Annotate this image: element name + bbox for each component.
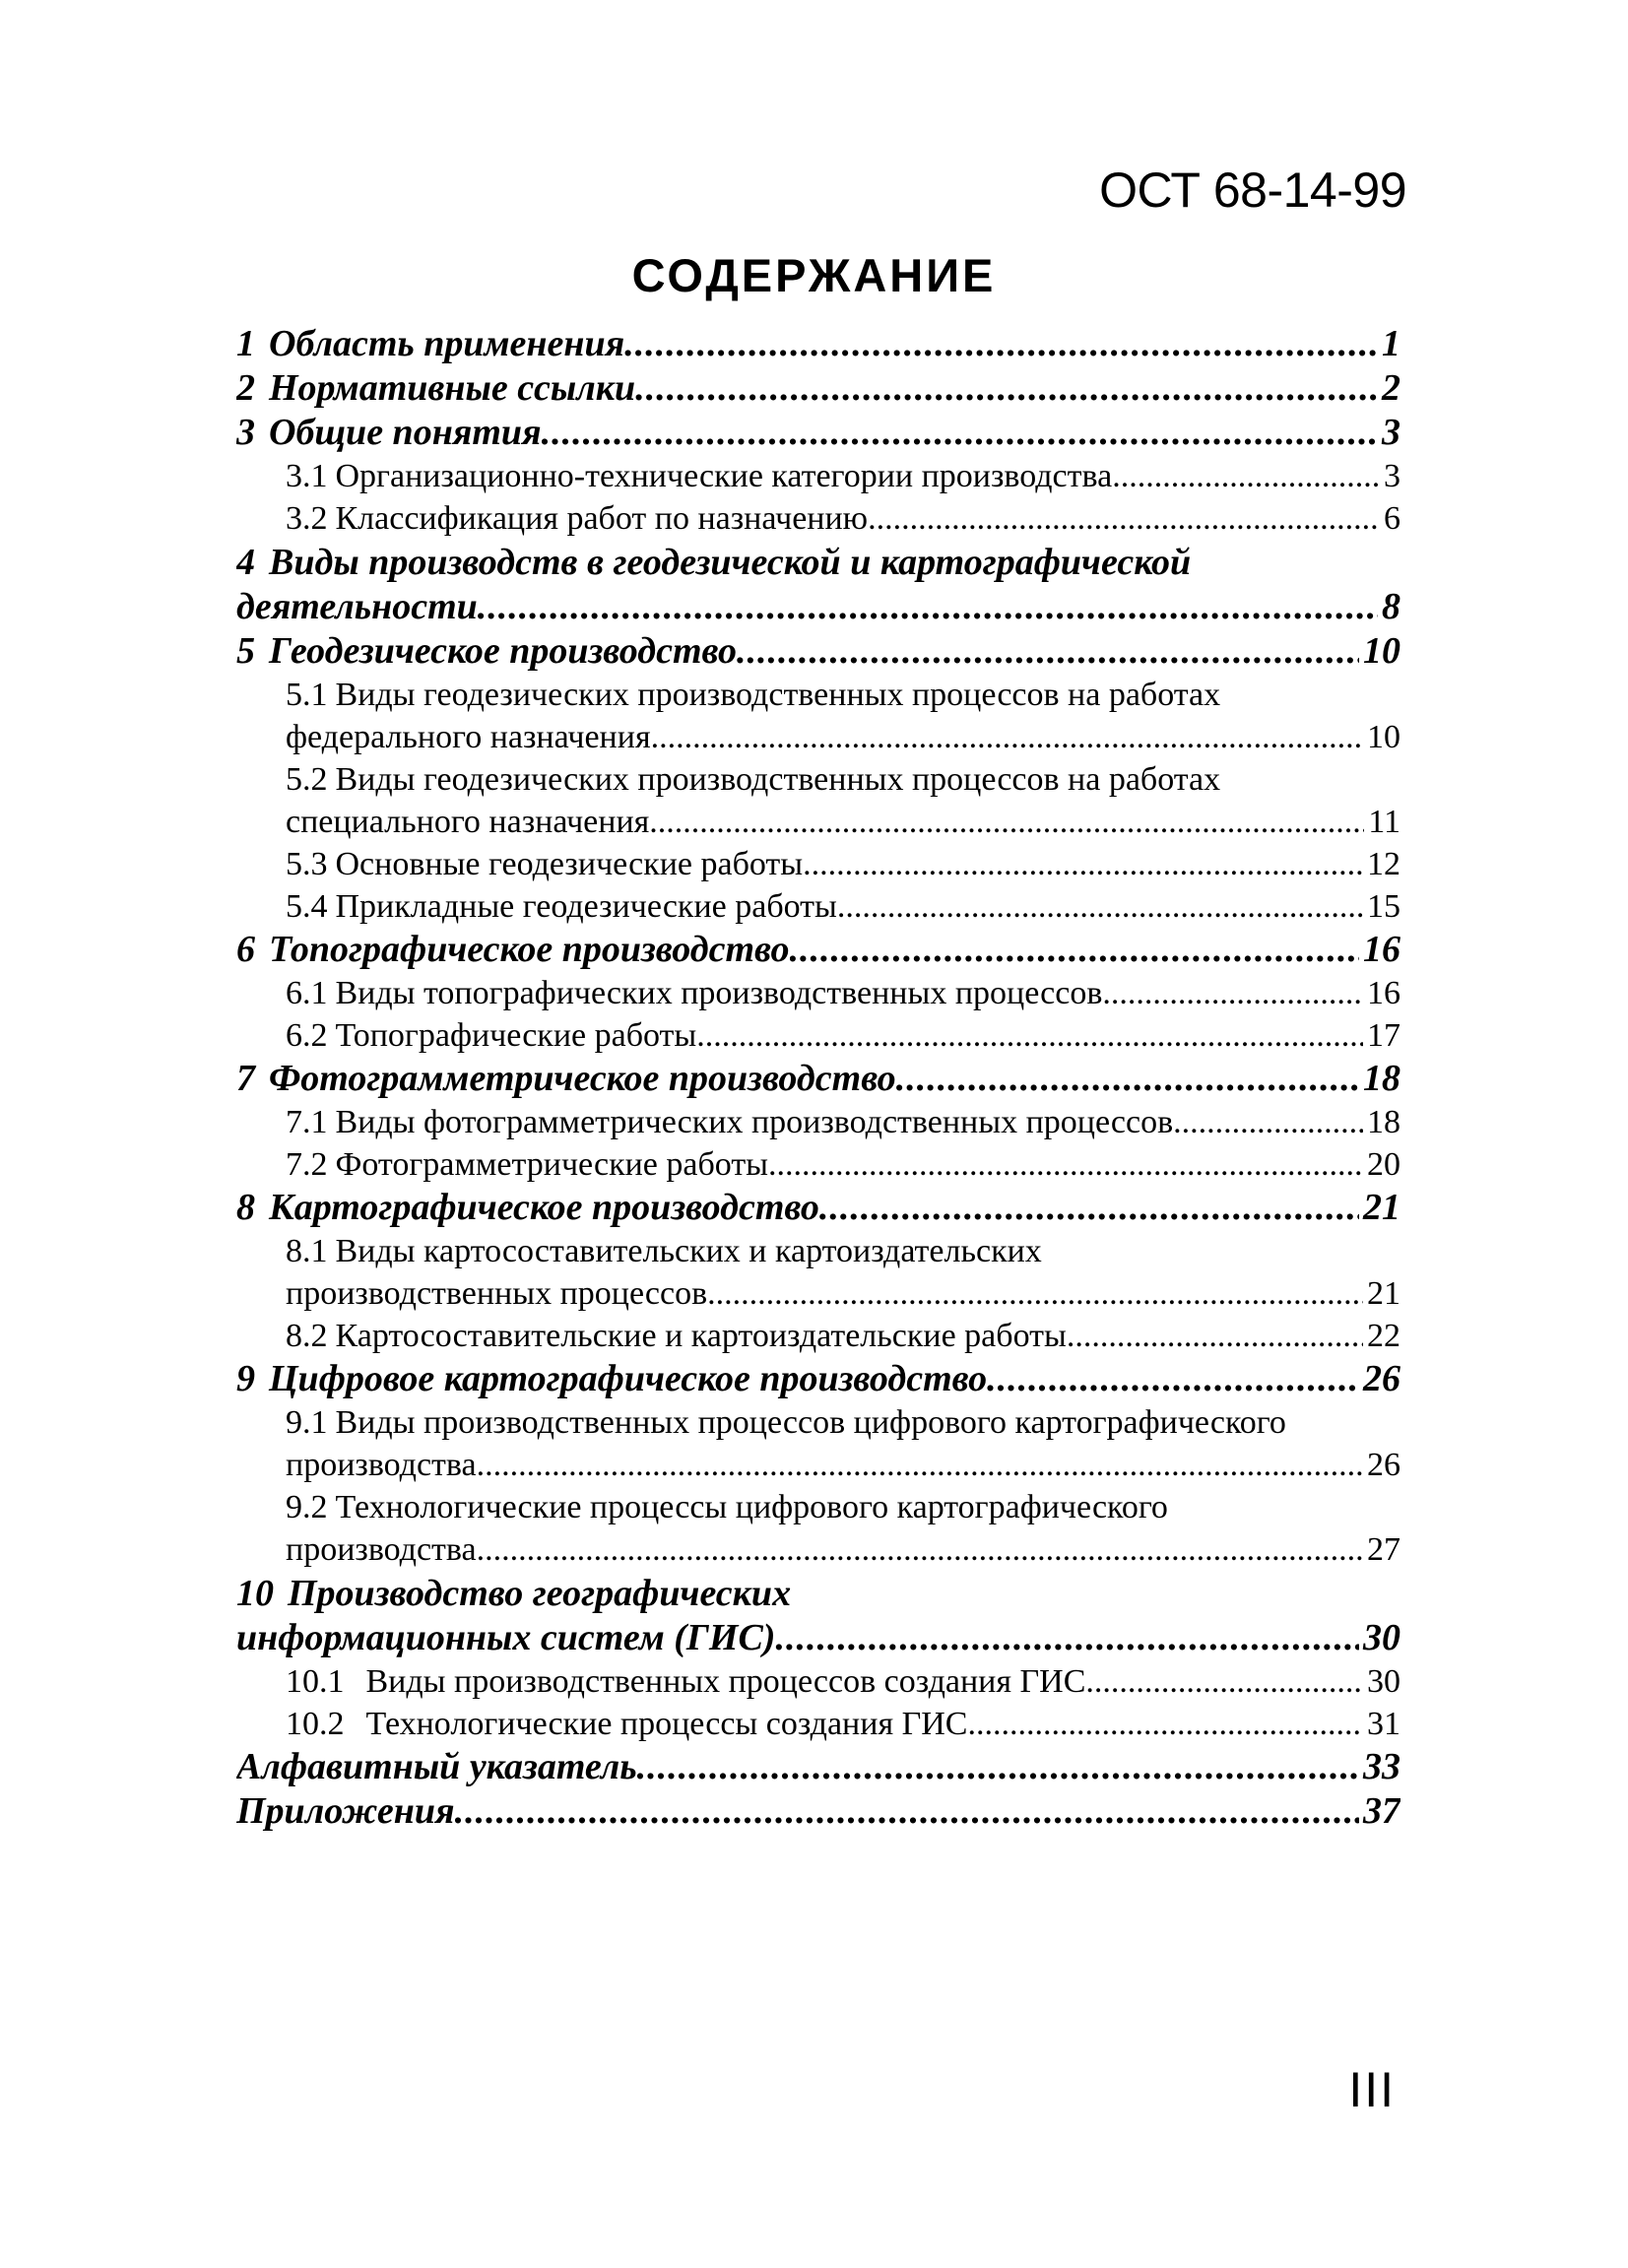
dot-leader xyxy=(868,497,1380,540)
toc-entry-page: 6 xyxy=(1384,500,1400,537)
toc-entry-page: 3 xyxy=(1384,458,1400,494)
toc-entry-8-2[interactable] xyxy=(236,1315,1400,1357)
dot-leader xyxy=(637,1745,1359,1789)
toc-entry-8[interactable] xyxy=(236,1186,1400,1230)
toc-entry-5-1[interactable] xyxy=(236,674,1400,758)
toc-entry-10[interactable] xyxy=(236,1571,1400,1660)
toc-entry-5[interactable] xyxy=(236,629,1400,674)
toc-entry-page: 22 xyxy=(1367,1318,1400,1354)
toc-entry-title: Прикладные геодезические работы xyxy=(335,888,837,925)
toc-entry-page: 17 xyxy=(1367,1017,1400,1054)
toc-entry-title: Виды производственных процессов создания ГИС xyxy=(365,1663,1086,1700)
toc-entry-title: Общие понятия xyxy=(269,412,542,453)
toc-entry-appendices[interactable] xyxy=(236,1789,1400,1834)
dot-leader xyxy=(967,1703,1363,1745)
toc-entry-number: 4 xyxy=(236,542,255,583)
toc-entry-7-1[interactable] xyxy=(236,1101,1400,1143)
dot-leader xyxy=(696,1014,1363,1057)
toc-entry-number: 5.4 xyxy=(286,888,328,925)
toc-entry-title: Нормативные ссылки xyxy=(269,367,636,409)
toc-entry-title: Топографическое производство xyxy=(269,929,790,970)
toc-entry-title: Фотограмметрические работы xyxy=(335,1146,769,1183)
toc-entry-10-1[interactable] xyxy=(236,1660,1400,1703)
dot-leader xyxy=(1102,972,1363,1014)
dot-leader xyxy=(455,1789,1359,1834)
toc-entry-number: 8 xyxy=(236,1187,255,1228)
dot-leader xyxy=(651,716,1363,758)
dot-leader xyxy=(768,1143,1363,1186)
toc-entry-number: 5.2 xyxy=(286,761,328,798)
toc-entry-5-3[interactable] xyxy=(236,843,1400,885)
toc-entry-page: 2 xyxy=(1382,367,1400,409)
page-number: III xyxy=(1348,2062,1396,2117)
toc-entry-6-2[interactable] xyxy=(236,1014,1400,1057)
toc-entry-title: Область применения xyxy=(269,323,625,364)
toc-entry-number: 10 xyxy=(236,1573,274,1614)
toc-entry-page: 18 xyxy=(1363,1058,1400,1099)
toc-entry-title: Классификация работ по назначению xyxy=(335,500,869,537)
toc-entry-9[interactable] xyxy=(236,1357,1400,1401)
toc-entry-9-2[interactable] xyxy=(236,1486,1400,1571)
dot-leader xyxy=(819,1186,1359,1230)
toc-entry-page: 21 xyxy=(1367,1275,1400,1312)
toc-entry-number: 1 xyxy=(236,323,255,364)
toc-entry-page: 15 xyxy=(1367,888,1400,925)
toc-entry-number: 3.2 xyxy=(286,500,328,537)
toc-entry-title-line1: Виды производственных процессов цифрового картографического xyxy=(335,1404,1286,1441)
toc-entry-page: 31 xyxy=(1367,1706,1400,1742)
toc-entry-4[interactable] xyxy=(236,540,1400,629)
table-of-contents xyxy=(236,322,1400,1834)
toc-entry-title-line1: Виды геодезических производственных процессов на работах xyxy=(335,761,1221,798)
dot-leader xyxy=(1112,455,1380,497)
dot-leader xyxy=(477,1444,1363,1486)
toc-entry-number: 10.2 xyxy=(286,1706,345,1742)
toc-entry-page: 16 xyxy=(1363,929,1400,970)
toc-entry-title-line1: Технологические процессы цифрового картографического xyxy=(335,1489,1168,1525)
toc-entry-number: 6 xyxy=(236,929,255,970)
document-code: ОСТ 68-14-99 xyxy=(1099,162,1406,218)
toc-entry-title: Организационно-технические категории производства xyxy=(335,458,1113,494)
dot-leader xyxy=(649,801,1364,843)
toc-entry-10-2[interactable] xyxy=(236,1703,1400,1745)
dot-leader xyxy=(987,1357,1359,1401)
toc-entry-7-2[interactable] xyxy=(236,1143,1400,1186)
toc-entry-number: 8.1 xyxy=(286,1233,328,1269)
toc-entry-number: 10.1 xyxy=(286,1663,345,1700)
toc-entry-title: Картографическое производство xyxy=(269,1187,819,1228)
toc-entry-page: 10 xyxy=(1363,630,1400,672)
toc-entry-page: 8 xyxy=(1382,586,1400,627)
toc-entry-3-2[interactable] xyxy=(236,497,1400,540)
toc-entry-title: Приложения xyxy=(236,1790,455,1832)
toc-entry-page: 37 xyxy=(1363,1790,1400,1832)
dot-leader xyxy=(635,366,1378,411)
toc-entry-title: Цифровое картографическое производство xyxy=(269,1358,988,1399)
toc-entry-3-1[interactable] xyxy=(236,455,1400,497)
toc-entry-page: 10 xyxy=(1367,719,1400,755)
dot-leader xyxy=(775,1616,1359,1660)
toc-entry-alphabetical-index[interactable] xyxy=(236,1745,1400,1789)
toc-entry-title: Картосоставительские и картоиздательские работы xyxy=(335,1318,1067,1354)
toc-entry-9-1[interactable] xyxy=(236,1401,1400,1486)
toc-entry-number: 9.1 xyxy=(286,1404,328,1441)
toc-entry-page: 18 xyxy=(1367,1104,1400,1140)
toc-title: СОДЕРЖАНИЕ xyxy=(631,249,997,301)
toc-entry-number: 3 xyxy=(236,412,255,453)
toc-entry-number: 5 xyxy=(236,630,255,672)
toc-entry-page: 26 xyxy=(1363,1358,1400,1399)
dot-leader xyxy=(790,928,1359,972)
toc-entry-title-line2: специального назначения xyxy=(286,804,650,840)
toc-entry-1[interactable] xyxy=(236,322,1400,366)
toc-entry-number: 2 xyxy=(236,367,255,409)
toc-entry-7[interactable] xyxy=(236,1057,1400,1101)
toc-entry-page: 12 xyxy=(1367,846,1400,882)
toc-entry-6-1[interactable] xyxy=(236,972,1400,1014)
toc-entry-title-line2: производства xyxy=(286,1447,477,1483)
dot-leader xyxy=(707,1272,1363,1315)
toc-entry-title: Топографические работы xyxy=(335,1017,697,1054)
dot-leader xyxy=(1085,1660,1363,1703)
toc-entry-page: 27 xyxy=(1367,1531,1400,1568)
toc-entry-number: 7.2 xyxy=(286,1146,328,1183)
toc-entry-page: 21 xyxy=(1363,1187,1400,1228)
toc-entry-title-line1: Виды геодезических производственных процессов на работах xyxy=(335,677,1221,713)
toc-entry-page: 20 xyxy=(1367,1146,1400,1183)
toc-entry-number: 9.2 xyxy=(286,1489,328,1525)
dot-leader xyxy=(1067,1315,1363,1357)
toc-entry-page: 26 xyxy=(1367,1447,1400,1483)
toc-entry-title: Технологические процессы создания ГИС xyxy=(365,1706,968,1742)
toc-entry-title-line1: Производство географических xyxy=(288,1573,792,1614)
toc-entry-title-line2: деятельности xyxy=(236,586,478,627)
toc-entry-title: Основные геодезические работы xyxy=(335,846,804,882)
toc-entry-number: 5.3 xyxy=(286,846,328,882)
toc-entry-number: 8.2 xyxy=(286,1318,328,1354)
dot-leader xyxy=(803,843,1363,885)
toc-entry-title-line2: производства xyxy=(286,1531,477,1568)
toc-entry-3[interactable] xyxy=(236,411,1400,455)
toc-entry-number: 9 xyxy=(236,1358,255,1399)
toc-entry-number: 6.1 xyxy=(286,975,328,1011)
dot-leader xyxy=(478,585,1378,629)
toc-entry-5-2[interactable] xyxy=(236,758,1400,843)
toc-entry-title-line2: производственных процессов xyxy=(286,1275,708,1312)
toc-entry-title: Виды фотограмметрических производственных процессов xyxy=(335,1104,1174,1140)
toc-entry-title: Фотограмметрическое производство xyxy=(269,1058,896,1099)
dot-leader xyxy=(1173,1101,1363,1143)
toc-entry-page: 33 xyxy=(1363,1746,1400,1787)
toc-entry-number: 7.1 xyxy=(286,1104,328,1140)
dot-leader xyxy=(896,1057,1359,1101)
toc-entry-number: 3.1 xyxy=(286,458,328,494)
toc-entry-number: 7 xyxy=(236,1058,255,1099)
dot-leader xyxy=(737,629,1359,674)
toc-entry-page: 11 xyxy=(1368,804,1400,840)
dot-leader xyxy=(542,411,1378,455)
toc-entry-title-line2: информационных систем (ГИС) xyxy=(236,1617,776,1658)
toc-entry-6[interactable] xyxy=(236,928,1400,972)
toc-entry-title: Геодезическое производство xyxy=(269,630,738,672)
toc-entry-title: Виды топографических производственных процессов xyxy=(335,975,1103,1011)
toc-entry-8-1[interactable] xyxy=(236,1230,1400,1315)
toc-entry-2[interactable] xyxy=(236,366,1400,411)
toc-entry-page: 30 xyxy=(1363,1617,1400,1658)
toc-entry-page: 16 xyxy=(1367,975,1400,1011)
toc-entry-5-4[interactable] xyxy=(236,885,1400,928)
dot-leader xyxy=(837,885,1363,928)
toc-entry-page: 1 xyxy=(1382,323,1400,364)
dot-leader xyxy=(477,1528,1363,1571)
toc-entry-title-line2: федерального назначения xyxy=(286,719,651,755)
toc-entry-number: 6.2 xyxy=(286,1017,328,1054)
toc-entry-number: 5.1 xyxy=(286,677,328,713)
toc-entry-title-line1: Виды картосоставительских и картоиздательских xyxy=(335,1233,1042,1269)
toc-entry-page: 3 xyxy=(1382,412,1400,453)
dot-leader xyxy=(624,322,1378,366)
toc-entry-title: Алфавитный указатель xyxy=(236,1746,637,1787)
toc-entry-page: 30 xyxy=(1367,1663,1400,1700)
toc-entry-title-line1: Виды производств в геодезической и картографической xyxy=(269,542,1192,583)
